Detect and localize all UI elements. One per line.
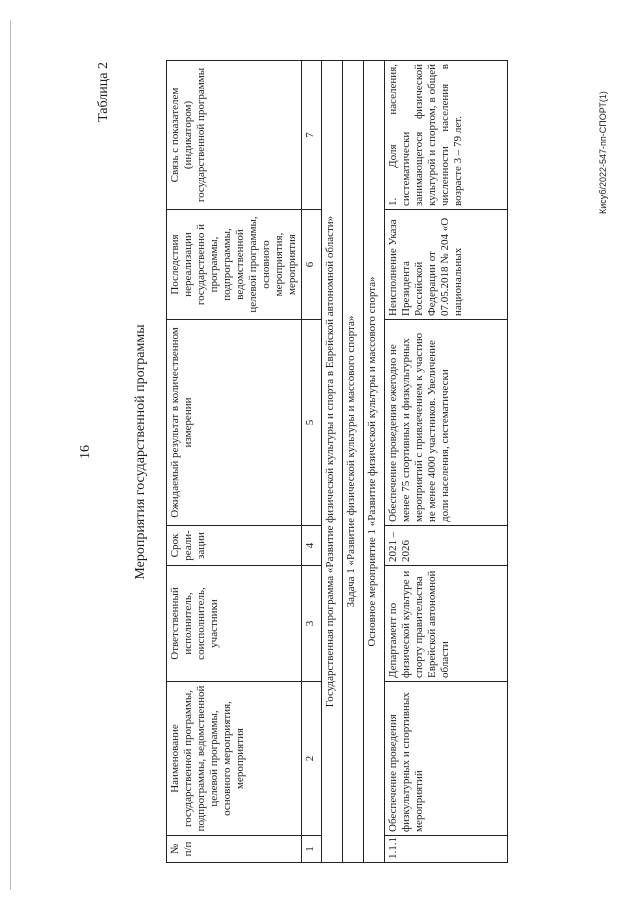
row-indicator-cell: 1. Доля населения, систематически занимающегося физической культурой и спортом, в общей численности населения в возрасте 3 – 79 лет. bbox=[385, 61, 508, 210]
table-label: Таблица 2 bbox=[96, 62, 111, 122]
program-title-cell: Государственная программа «Развитие физической культуры и спорта в Еврейской автономной области» bbox=[322, 61, 343, 863]
column-number: 4 bbox=[302, 526, 322, 566]
header-cell-result: Ожидаемый результат в количественном измерении bbox=[167, 320, 302, 526]
row-number-cell: 1.1.1 bbox=[385, 836, 508, 863]
row-executor-cell: Департамент по физической культуре и спорту правительства Еврейской автономной области bbox=[385, 566, 508, 682]
events-table bbox=[166, 60, 508, 863]
header-cell-indicator: Связь с показателем (индикатором) государственной программы bbox=[167, 61, 302, 210]
row-consequences-cell: Неисполнение Указа Президента Российской Федерации от 07.05.2018 № 204 «О национальных bbox=[385, 210, 508, 320]
header-cell-number: № п/п bbox=[167, 836, 302, 863]
row-name-cell: Обеспечение проведения физкультурных и спортивных мероприятий bbox=[385, 682, 508, 836]
row-result-cell: Обеспечение проведения ежегодно не менее 75 спортивных и физкультурных мероприятий с привлечением к участию не менее 4000 участников. Увеличение доли населения, систематически bbox=[385, 320, 508, 526]
header-cell-executor: Ответственный исполнитель, соисполнитель, участники bbox=[167, 566, 302, 682]
column-number: 5 bbox=[302, 320, 322, 526]
row-term-cell: 2021 – 2026 bbox=[385, 526, 508, 566]
footer-document-code: Кисуб/2022-547-пп-СПОРТ(1) bbox=[598, 91, 608, 214]
header-cell-consequences: Последствия нереализации государственно й программы, подпрограммы, ведомственной целевой программы, основного мероприятия, мероприятия bbox=[167, 210, 302, 320]
rotated-page-area bbox=[20, 20, 620, 884]
main-event-row bbox=[364, 61, 385, 863]
column-number: 7 bbox=[302, 61, 322, 210]
header-row bbox=[167, 61, 302, 863]
header-cell-name: Наименование государственной программы, подпрограммы, ведомственной целевой программы, основного мероприятия, мероприятия bbox=[167, 682, 302, 836]
task-title-cell: Задача 1 «Развитие физической культуры и массового спорта» bbox=[343, 61, 364, 863]
header-cell-term: Срок реали-зации bbox=[167, 526, 302, 566]
column-number: 6 bbox=[302, 210, 322, 320]
program-row bbox=[322, 61, 343, 863]
page-number: 16 bbox=[78, 445, 93, 459]
scan-edge-line bbox=[10, 20, 11, 890]
column-number: 3 bbox=[302, 566, 322, 682]
column-number-row bbox=[302, 61, 322, 863]
main-event-title-cell: Основное мероприятие 1 «Развитие физической культуры и массового спорта» bbox=[364, 61, 385, 863]
document-title: Мероприятия государственной программы bbox=[133, 324, 148, 580]
task-row bbox=[343, 61, 364, 863]
table-row bbox=[385, 61, 508, 863]
column-number: 2 bbox=[302, 682, 322, 836]
landscape-content bbox=[20, 20, 620, 884]
column-number: 1 bbox=[302, 836, 322, 863]
